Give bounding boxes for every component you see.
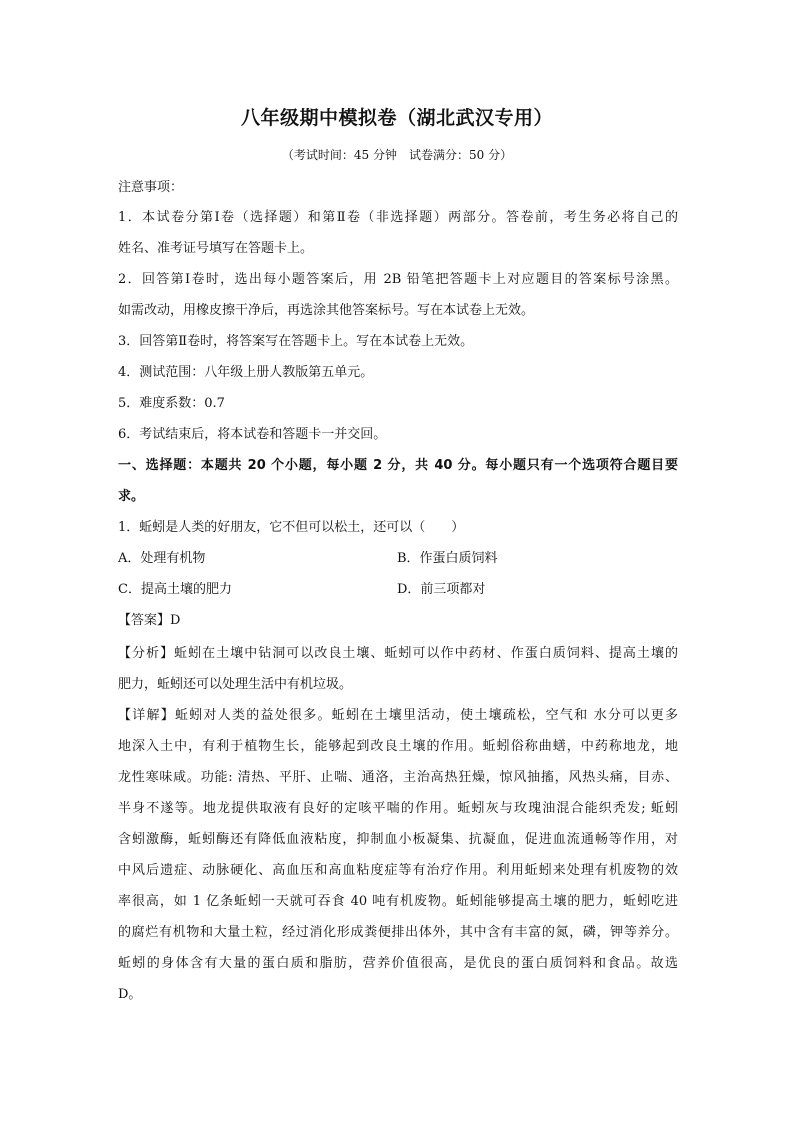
option-c: C．提高土壤的肥力 xyxy=(118,582,232,597)
detail-line-5: 含蚓激酶，蚯蚓酶还有降低血液粘度，抑制血小板凝集、抗凝血，促进血流通畅等作用，对 xyxy=(118,832,678,847)
notice-item-2-line-2: 如需改动，用橡皮擦干净后，再选涂其他答案标号。写在本试卷上无效。 xyxy=(118,303,535,318)
notice-item-5: 5．难度系数：0.7 xyxy=(118,396,225,411)
question-1-stem: 1．蚯蚓是人类的好朋友，它不但可以松土，还可以（ ） xyxy=(118,520,465,535)
section-heading-line-1: 一、选择题：本题共 20 个小题，每小题 2 分，共 40 分。每小题只有一个选项符合题目要 xyxy=(118,458,678,473)
detail-line-1: 【详解】蚯蚓对人类的益处很多。蚯蚓在土壤里活动，使土壤疏松，空气和 水分可以更多 xyxy=(118,708,678,723)
option-b: B．作蛋白质饲料 xyxy=(397,551,498,566)
detail-line-2: 地深入土中，有利于植物生长，能够起到改良土壤的作用。蚯蚓俗称曲蟮，中药称地龙，地 xyxy=(118,739,678,754)
section-heading-line-2: 求。 xyxy=(118,489,145,504)
page-title: 八年级期中模拟卷（湖北武汉专用） xyxy=(240,107,553,129)
analysis-line-1: 【分析】蚯蚓在土壤中钻洞可以改良土壤、蚯蚓可以作中药材、作蛋白质饲料、提高土壤的 xyxy=(118,646,678,661)
notice-item-1-line-1: 1．本试卷分第Ⅰ卷（选择题）和第Ⅱ卷（非选择题）两部分。答卷前，考生务必将自己的 xyxy=(118,210,678,225)
detail-line-9: 蚯蚓的身体含有大量的蛋白质和脂肪，营养价值很高，是优良的蛋白质饲料和食品。故选 xyxy=(118,956,678,971)
notice-item-6: 6．考试结束后，将本试卷和答题卡一并交回。 xyxy=(118,427,387,442)
detail-line-8: 的腐烂有机物和大量土粒，经过消化形成粪便排出体外，其中含有丰富的氮，磷，钾等养分。 xyxy=(118,925,678,940)
detail-line-4: 半身不遂等。地龙提供取液有良好的定咳平喘的作用。蚯蚓灰与玫瑰油混合能织秃发; 蚯蚓 xyxy=(118,801,678,816)
answer-line: 【答案】D xyxy=(118,613,181,628)
detail-line-10: D。 xyxy=(118,987,142,1002)
option-a: A．处理有机物 xyxy=(118,551,206,566)
analysis-line-2: 肥力，蚯蚓还可以处理生活中有机垃圾。 xyxy=(118,677,353,692)
detail-line-6: 中风后遗症、动脉硬化、高血压和高血粘度症等有治疗作用。利用蚯蚓来处理有机废物的效 xyxy=(118,863,678,878)
notice-item-2-line-1: 2．回答第Ⅰ卷时，选出每小题答案后，用 2B 铅笔把答题卡上对应题目的答案标号涂黑。 xyxy=(118,272,678,287)
exam-info: （考试时间：45 分钟 试卷满分：50 分） xyxy=(281,148,513,162)
option-d: D．前三项都对 xyxy=(397,582,486,597)
notice-item-1-line-2: 姓名、准考证号填写在答题卡上。 xyxy=(118,241,314,256)
notice-heading: 注意事项： xyxy=(118,180,184,195)
detail-line-3: 龙性寒味咸。功能: 清热、平肝、止喘、通洛，主治高热狂燥，惊风抽搐，风热头痛，目赤、 xyxy=(118,770,678,785)
detail-line-7: 率很高，如 1 亿条蚯蚓一天就可吞食 40 吨有机废物。蚯蚓能够提高土壤的肥力，蚯蚓吃进 xyxy=(118,894,678,909)
notice-item-3: 3．回答第Ⅱ卷时，将答案写在答题卡上。写在本试卷上无效。 xyxy=(118,334,474,349)
notice-item-4: 4．测试范围：八年级上册人教版第五单元。 xyxy=(118,365,374,380)
